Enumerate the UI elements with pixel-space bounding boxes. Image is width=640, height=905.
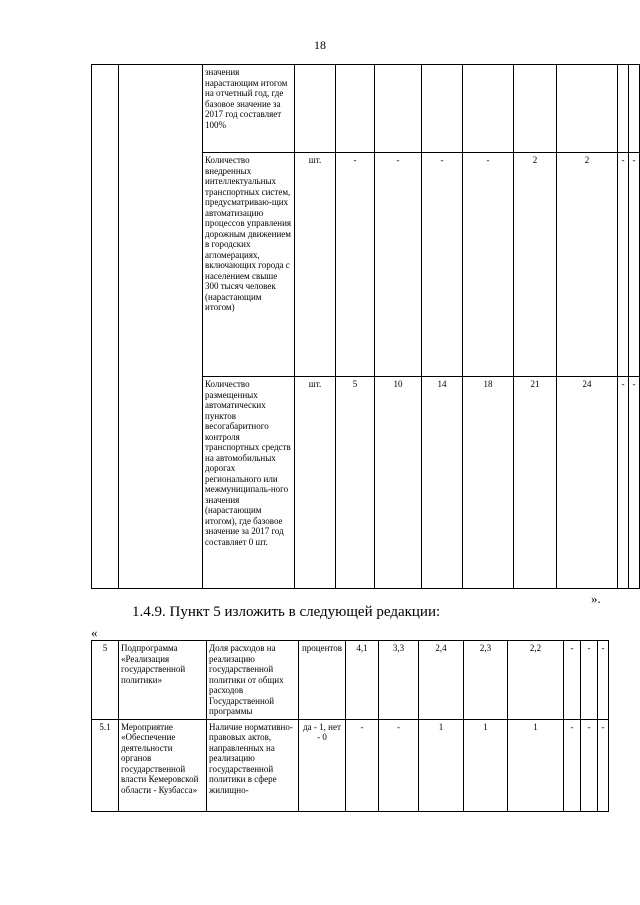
indicator-name-cell: Наличие нормативно-правовых актов, направленных на реализацию государственной политики в сфере жилищно- [207, 719, 299, 811]
value-cell: 2 [557, 153, 618, 377]
value-cell: - [379, 719, 419, 811]
number-cell: 5.1 [92, 719, 119, 811]
value-cell [557, 65, 618, 153]
value-cell [375, 65, 422, 153]
value-cell: 2 [514, 153, 557, 377]
value-cell: - [564, 641, 581, 720]
value-cell: 1 [464, 719, 508, 811]
value-cell [629, 65, 640, 153]
value-cell: 14 [422, 377, 463, 589]
value-cell: 5 [336, 377, 375, 589]
value-cell: - [346, 719, 379, 811]
value-cell: 1 [419, 719, 464, 811]
value-cell: 2,2 [508, 641, 564, 720]
unit-cell: да - 1, нет - 0 [299, 719, 346, 811]
number-cell [92, 65, 119, 589]
program-cell: Подпрограмма «Реализация государственной политики» [119, 641, 207, 720]
table-row [92, 719, 609, 811]
unit-cell: шт. [295, 153, 336, 377]
indicators-table-continued [91, 64, 640, 589]
value-cell: 4,1 [346, 641, 379, 720]
indicator-name-cell: Количество размещенных автоматических пунктов весогабаритного контроля транспортных средств на автомобильных дорогах регионального или межмуниципаль-ного значения (нарастающим итогом), где базовое значение за 2017 год составляет 0 шт. [203, 377, 295, 589]
value-cell: 2,4 [419, 641, 464, 720]
opening-quote: « [91, 625, 98, 640]
value-cell [336, 65, 375, 153]
program-cell: Мероприятие «Обеспечение деятельности органов государственной власти Кемеровской области - Кузбасса» [119, 719, 207, 811]
closing-quote: ». [591, 591, 601, 606]
subprogram-table [91, 640, 609, 812]
value-cell: - [375, 153, 422, 377]
table-row [92, 65, 640, 153]
page-number: 18 [314, 38, 326, 52]
value-cell: - [618, 377, 629, 589]
value-cell [514, 65, 557, 153]
value-cell: - [581, 719, 598, 811]
value-cell [618, 65, 629, 153]
value-cell: 24 [557, 377, 618, 589]
unit-cell: процентов [299, 641, 346, 720]
value-cell: - [629, 377, 640, 589]
value-cell: - [618, 153, 629, 377]
value-cell: - [463, 153, 514, 377]
value-cell [463, 65, 514, 153]
indicator-name-cell: Количество внедренных интеллектуальных транспортных систем, предусматриваю-щих автоматизацию процессов управления дорожным движением в городских агломерациях, включающих города с населением свыше 300 тысяч человек (нарастающим итогом) [203, 153, 295, 377]
value-cell [422, 65, 463, 153]
indicator-name-cell: Доля расходов на реализацию государственной политики от общих расходов Государственной программы [207, 641, 299, 720]
table-row [92, 641, 609, 720]
unit-cell [295, 65, 336, 153]
program-cell [119, 65, 203, 589]
unit-cell: шт. [295, 377, 336, 589]
value-cell: - [336, 153, 375, 377]
value-cell: - [581, 641, 598, 720]
value-cell: - [422, 153, 463, 377]
indicator-name-cell: значения нарастающим итогом на отчетный год, где базовое значение за 2017 год составляет 100% [203, 65, 295, 153]
value-cell: - [564, 719, 581, 811]
value-cell: 2,3 [464, 641, 508, 720]
value-cell: - [598, 719, 609, 811]
value-cell: 3,3 [379, 641, 419, 720]
value-cell: - [629, 153, 640, 377]
value-cell: - [598, 641, 609, 720]
value-cell: 18 [463, 377, 514, 589]
value-cell: 10 [375, 377, 422, 589]
section-heading: 1.4.9. Пункт 5 изложить в следующей редакции: [132, 604, 441, 620]
value-cell: 21 [514, 377, 557, 589]
value-cell: 1 [508, 719, 564, 811]
number-cell: 5 [92, 641, 119, 720]
